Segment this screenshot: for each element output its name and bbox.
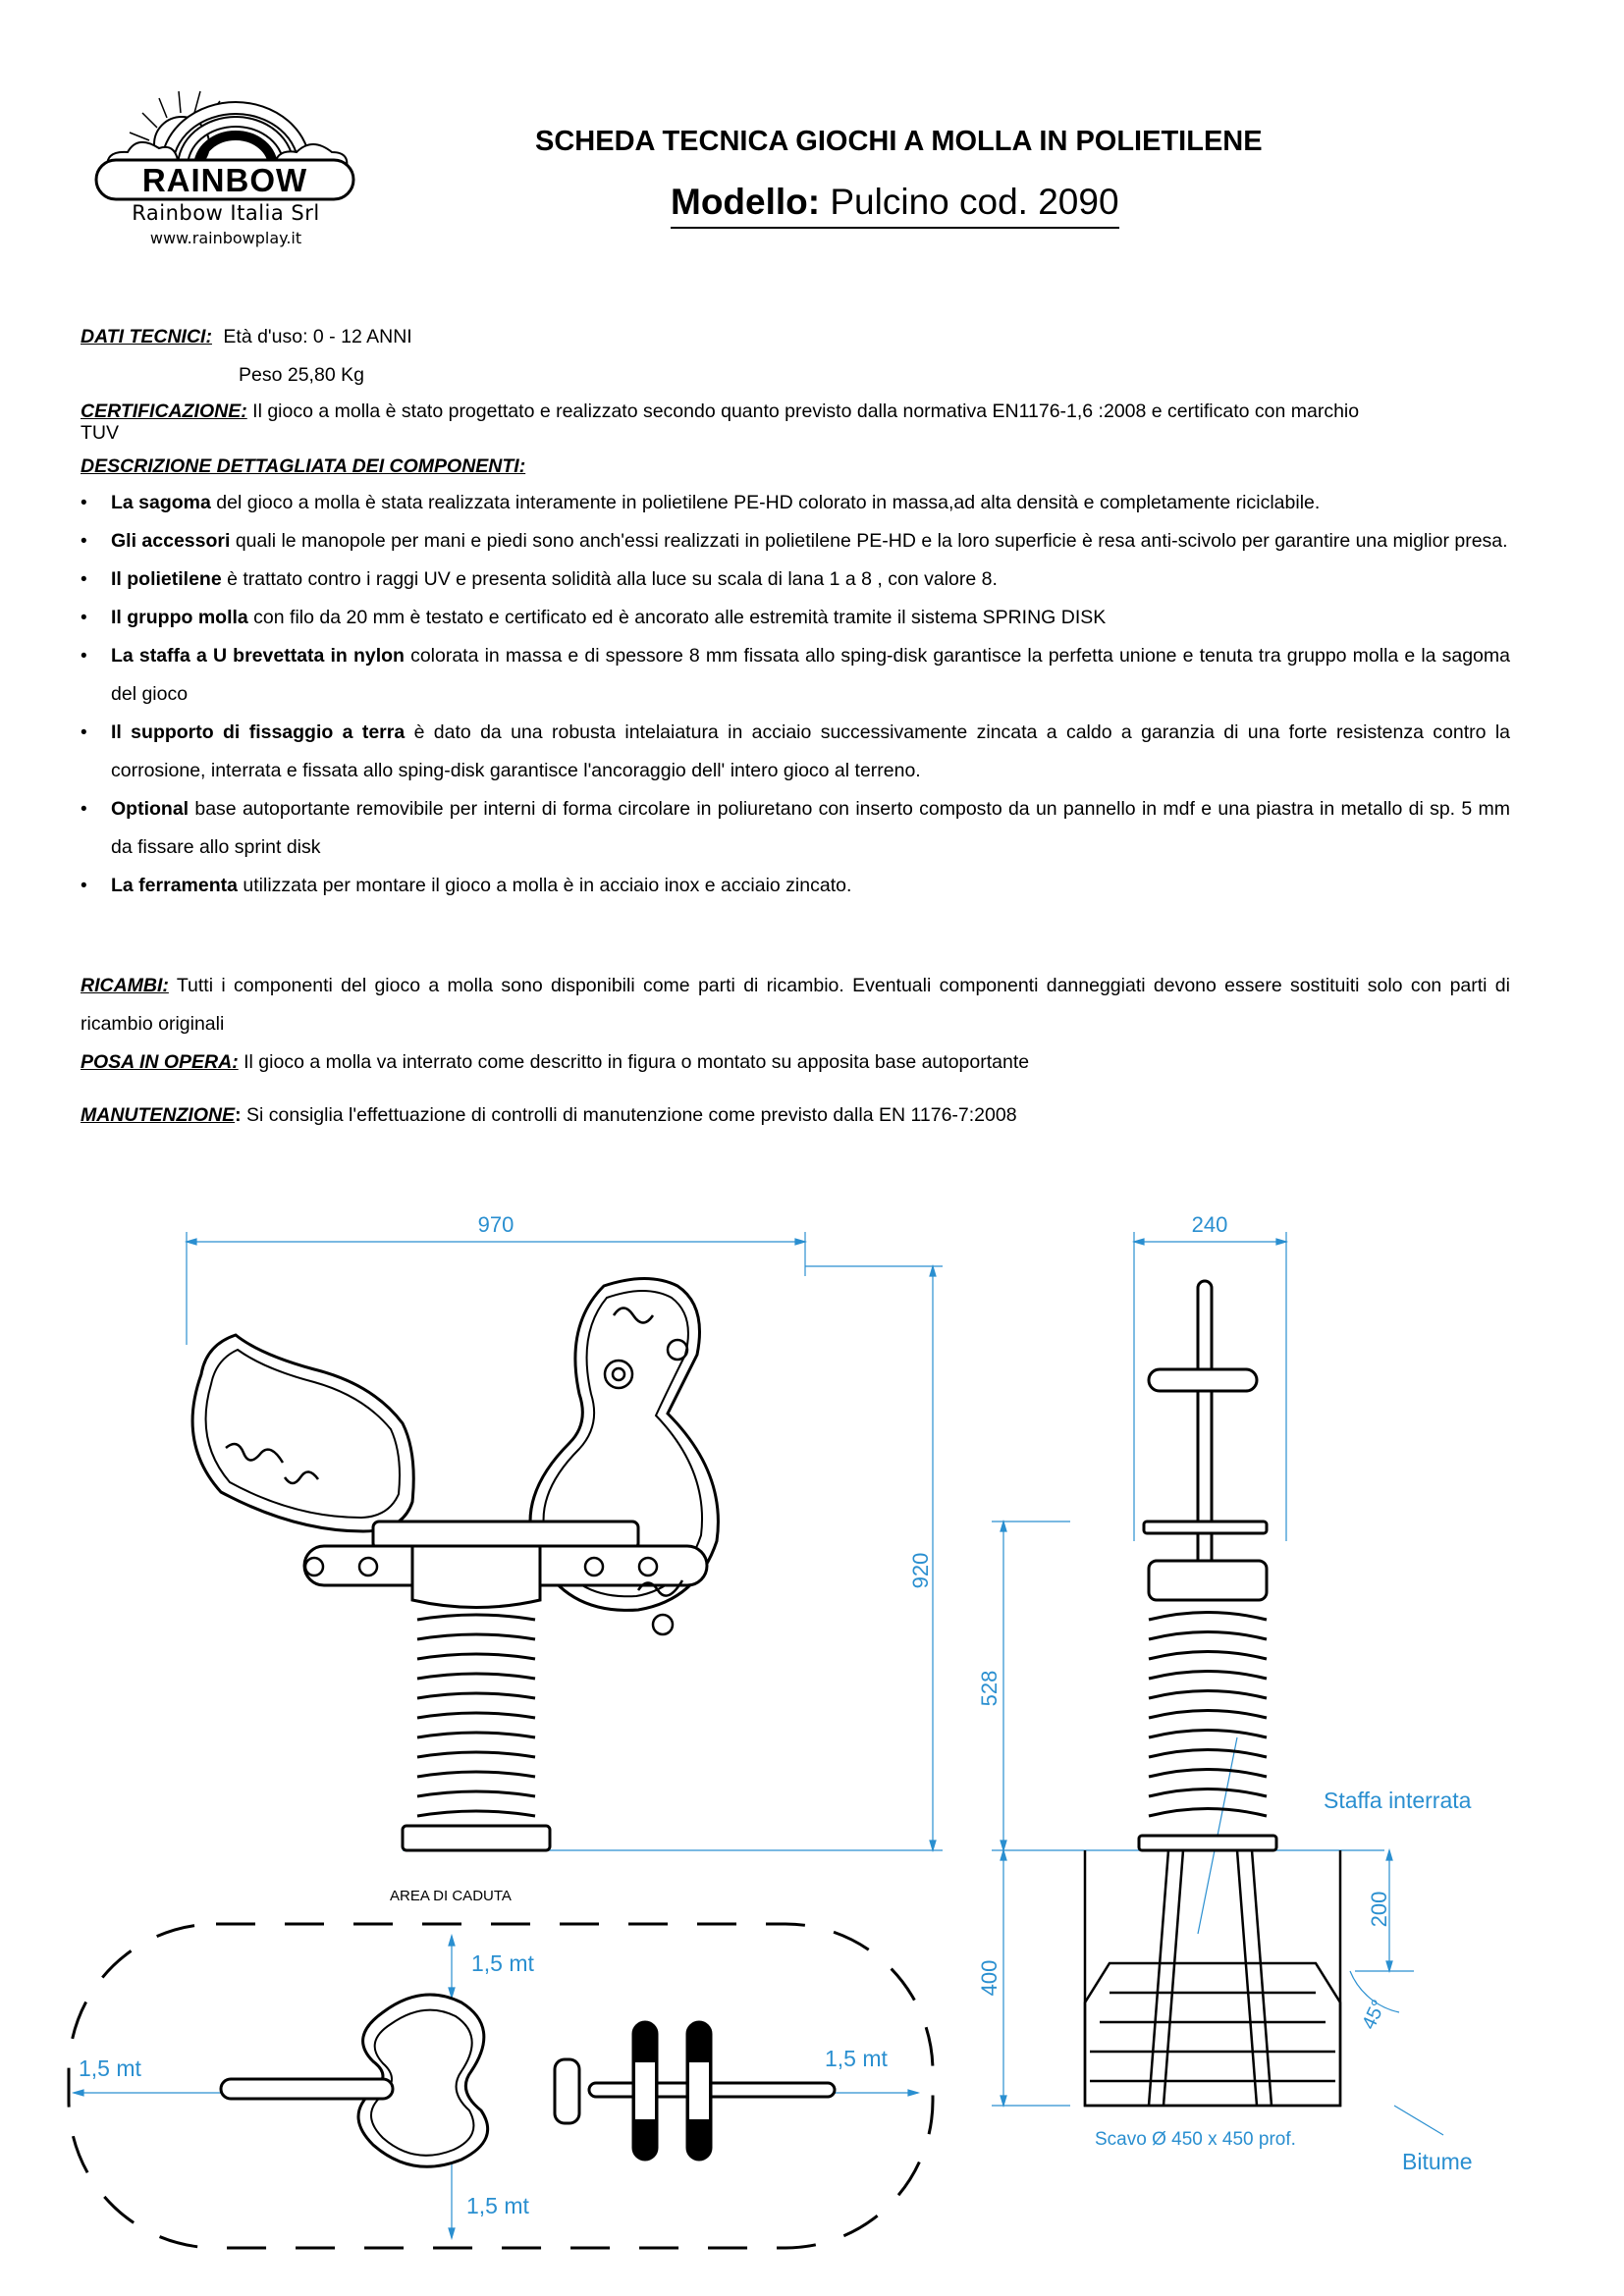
document-title: SCHEDA TECNICA GIOCHI A MOLLA IN POLIETILENE xyxy=(535,126,1263,157)
certificazione-text-cont: TUV xyxy=(81,422,119,444)
component-item xyxy=(81,522,1510,561)
fall-bottom-label: 1,5 mt xyxy=(466,2193,529,2218)
component-item-text: è dato da una robusta intelaiatura in acciaio successivamente zincata a caldo a garanzia di una forte resistenza contro la corrosione, interrata e fissata allo sping-disk garantisce l'ancoraggio dell' intero gioco al terreno. xyxy=(111,721,1510,781)
side-spring-dim: 528 xyxy=(977,1670,1001,1707)
excavation xyxy=(1085,1850,1340,2106)
manutenzione-block xyxy=(81,1096,1017,1135)
side-width-dim: 240 xyxy=(1191,1212,1228,1237)
component-item-text: quali le manopole per mani e piedi sono anch'essi realizzati in polietilene PE-HD e la loro superficie è resa anti-scivolo per garantire una miglior presa. xyxy=(230,530,1508,552)
fall-left-label: 1,5 mt xyxy=(79,2056,141,2081)
rainbow-logo-icon xyxy=(88,74,363,201)
component-item-title: Gli accessori xyxy=(111,530,231,552)
component-item-title: La sagoma xyxy=(111,492,211,513)
posa-text: Il gioco a molla va interrato come descritto in figura o montato su apposita base autoportante xyxy=(238,1051,1030,1073)
component-item-text: utilizzata per montare il gioco a molla è in acciaio inox e acciaio zincato. xyxy=(237,875,852,896)
front-width-dim: 970 xyxy=(477,1212,514,1237)
component-item-text: è trattato contro i raggi UV e presenta solidità alla luce su scala di lana 1 a 8 , con valore 8. xyxy=(221,568,998,590)
component-list xyxy=(81,484,1510,905)
component-item-title: La staffa a U brevettata in nylon xyxy=(111,645,405,667)
descrizione-heading xyxy=(81,448,525,486)
component-item-title: Optional xyxy=(111,798,189,820)
fall-top-label: 1,5 mt xyxy=(471,1950,534,1976)
component-item-title: Il gruppo molla xyxy=(111,607,248,628)
company-logo xyxy=(88,74,363,260)
component-item-text: con filo da 20 mm è testato e certificato ed è ancorato alle estremità tramite il sistema SPRING DISK xyxy=(247,607,1107,628)
component-item-title: Il polietilene xyxy=(111,568,222,590)
component-item xyxy=(81,790,1510,867)
posa-block xyxy=(81,1043,1029,1082)
posa-label: POSA IN OPERA: xyxy=(81,1051,239,1073)
descrizione-label: DESCRIZIONE DETTAGLIATA DEI COMPONENTI: xyxy=(81,455,526,477)
top-view-silhouette xyxy=(221,1995,835,2166)
manutenzione-text: Si consiglia l'effettuazione di controlli di manutenzione come previsto dalla EN 1176-7:2008 xyxy=(241,1104,1017,1126)
side-angle-dim: 45° xyxy=(1358,1997,1390,2033)
logo-company-name: Rainbow Italia Srl xyxy=(132,201,320,225)
component-item-text: del gioco a molla è stata realizzata interamente in polietilene PE-HD colorato in massa,ad alta densità e completamente riciclabile. xyxy=(210,492,1321,513)
component-item xyxy=(81,867,1510,905)
eta-uso: Età d'uso: 0 - 12 ANNI xyxy=(223,326,412,347)
side-ground-dim: 400 xyxy=(977,1959,1001,1997)
dati-tecnici-label: DATI TECNICI: xyxy=(81,326,212,347)
logo-website: www.rainbowplay.it xyxy=(149,229,302,247)
peso: Peso 25,80 Kg xyxy=(239,364,364,386)
fall-right-label: 1,5 mt xyxy=(825,2046,888,2071)
bitume-label: Bitume xyxy=(1402,2149,1473,2174)
staffa-label: Staffa interrata xyxy=(1324,1788,1472,1813)
side-view-drawing xyxy=(962,1207,1532,2189)
model-line xyxy=(671,182,1119,229)
component-item xyxy=(81,599,1510,637)
scavo-label: Scavo Ø 450 x 450 prof. xyxy=(1095,2129,1296,2150)
side-depth-dim: 200 xyxy=(1367,1891,1391,1928)
model-label: Modello: xyxy=(671,182,821,222)
component-item-text: base autoportante removibile per interni di forma circolare in poliuretano con inserto composto da un pannello in mdf e una piastra in metallo di sp. 5 mm da fissare allo sprint disk xyxy=(111,798,1510,858)
fall-area-drawing xyxy=(59,1914,943,2258)
dati-tecnici-row xyxy=(81,318,412,356)
model-value: Pulcino cod. 2090 xyxy=(830,182,1119,222)
manutenzione-label: MANUTENZIONE xyxy=(81,1104,236,1126)
manutenzione-colon: : xyxy=(235,1104,242,1126)
ricambi-block xyxy=(81,967,1510,1043)
certificazione-block xyxy=(81,395,1534,444)
fall-area-title: AREA DI CADUTA xyxy=(390,1888,512,1904)
logo-brand-text: RAINBOW xyxy=(141,162,308,198)
component-item-title: Il supporto di fissaggio a terra xyxy=(111,721,406,743)
component-item xyxy=(81,484,1510,522)
component-item-title: La ferramenta xyxy=(111,875,238,896)
front-view-drawing xyxy=(167,1207,972,1875)
certificazione-text: Il gioco a molla è stato progettato e realizzato secondo quanto previsto dalla normativa EN1176-1,6 :2008 e certificato con marchio xyxy=(252,400,1360,422)
ricambi-text: Tutti i componenti del gioco a molla sono disponibili come parti di ricambio. Eventuali componenti danneggiati devono essere sostituiti solo con parti di ricambio originali xyxy=(81,975,1510,1035)
side-silhouette xyxy=(1139,1281,1276,1850)
component-item xyxy=(81,561,1510,599)
component-item xyxy=(81,714,1510,790)
certificazione-label: CERTIFICAZIONE: xyxy=(81,400,247,422)
ricambi-label: RICAMBI: xyxy=(81,975,169,996)
component-item xyxy=(81,637,1510,714)
front-height-dim: 920 xyxy=(908,1552,933,1589)
component-item-text: colorata in massa e di spessore 8 mm fissata allo sping-disk garantisce la perfetta unione e tenuta tra gruppo molla e la sagoma del gioco xyxy=(111,645,1510,705)
